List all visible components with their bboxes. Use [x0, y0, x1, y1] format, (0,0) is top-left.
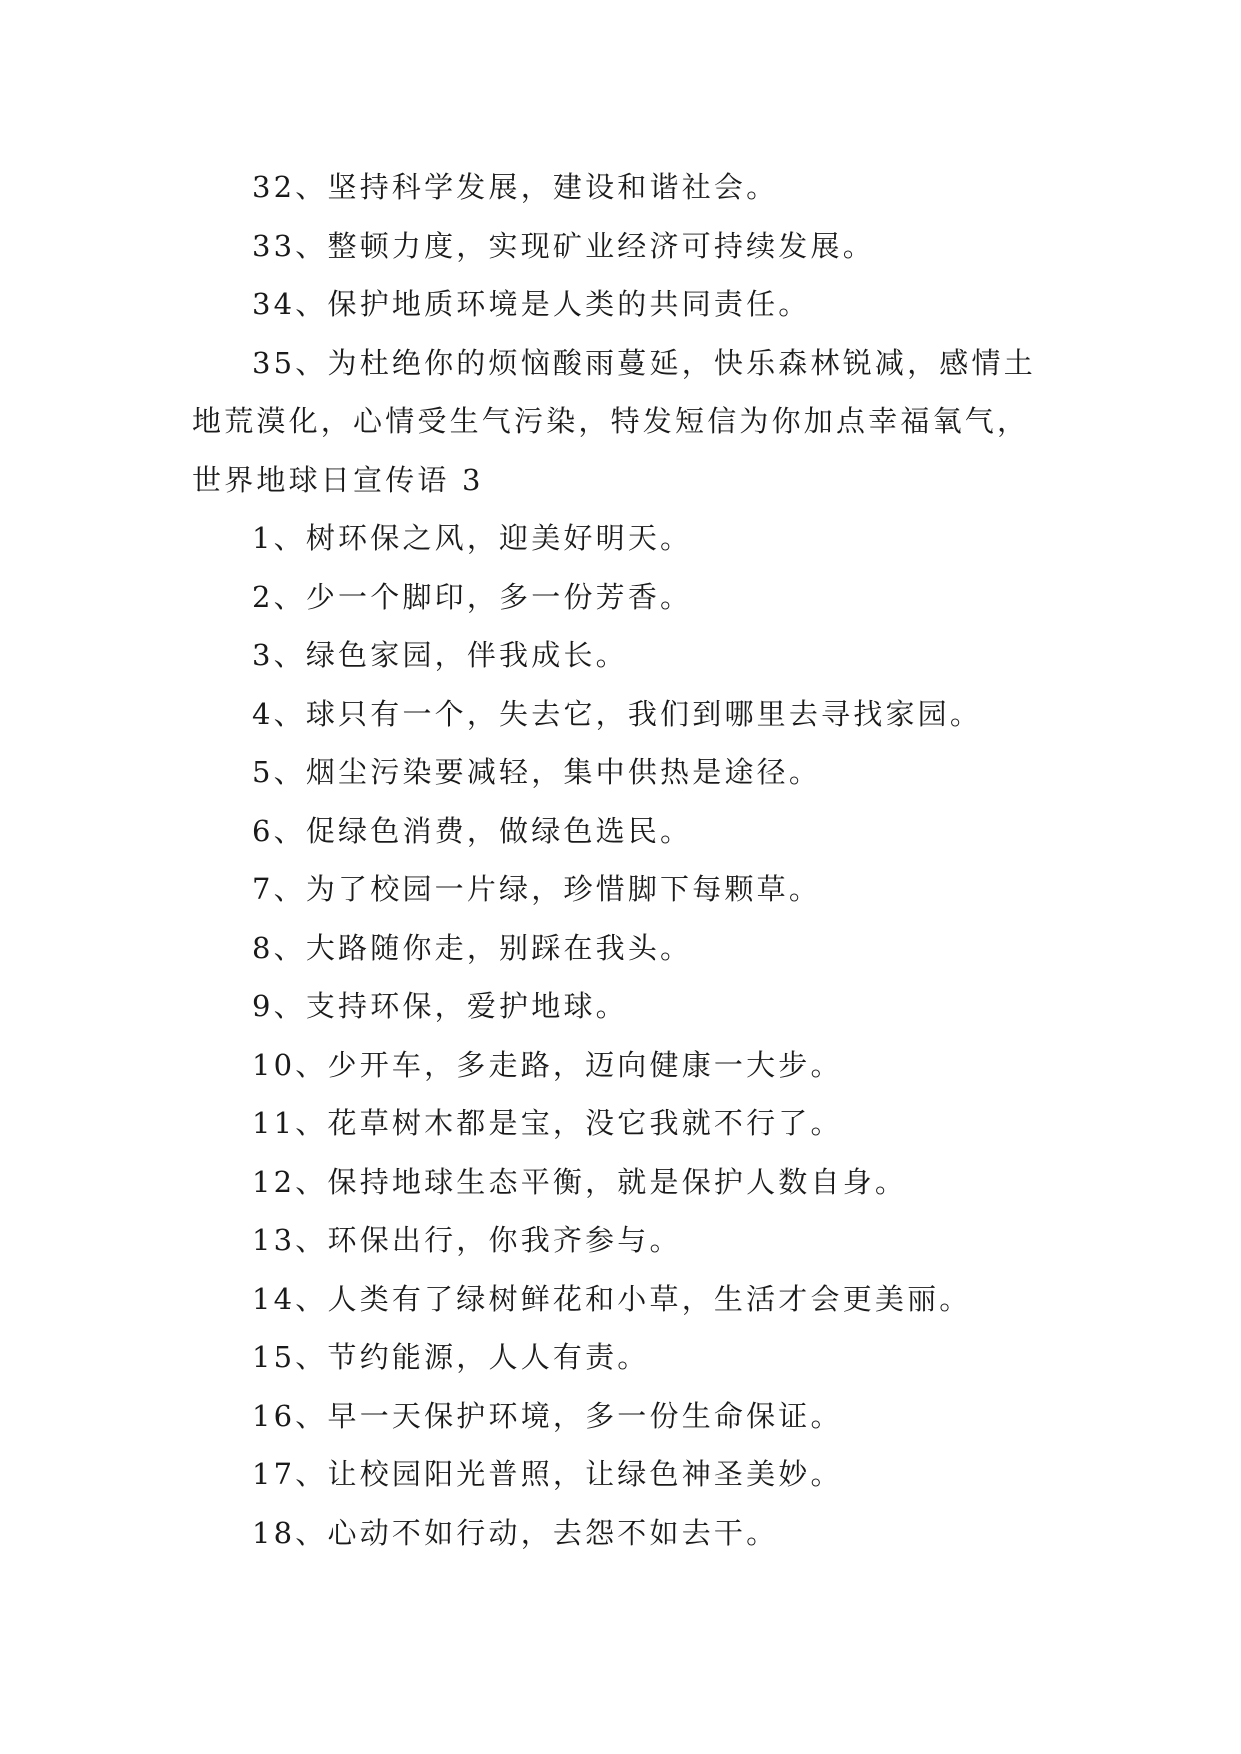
list-item: 15、节约能源，人人有责。	[252, 1340, 650, 1374]
list-item: 13、环保出行，你我齐参与。	[252, 1223, 682, 1257]
paragraph-35-line-2: 地荒漠化，心情受生气污染，特发短信为你加点幸福氧气，	[192, 404, 1030, 438]
paragraph-33: 33、整顿力度，实现矿业经济可持续发展。	[252, 228, 875, 263]
list-item: 2、少一个脚印，多一份芳香。	[252, 579, 693, 614]
list-item: 11、花草树木都是宝，没它我就不行了。	[252, 1106, 843, 1140]
list-item: 7、为了校园一片绿，珍惜脚下每颗草。	[252, 872, 822, 906]
paragraph-32: 32、坚持科学发展，建设和谐社会。	[252, 170, 779, 204]
paragraph-35-line-1: 35、为杜绝你的烦恼酸雨蔓延，快乐森林锐减，感情土	[252, 345, 1036, 380]
list-item: 3、绿色家园，伴我成长。	[252, 638, 628, 672]
list-item: 10、少开车，多走路，迈向健康一大步。	[252, 1047, 843, 1082]
list-item: 8、大路随你走，别踩在我头。	[252, 930, 693, 965]
list-item: 18、心动不如行动，去怨不如去干。	[252, 1515, 779, 1550]
list-item: 12、保持地球生态平衡，就是保护人数自身。	[252, 1164, 908, 1199]
section-heading: 世界地球日宣传语 3	[192, 462, 484, 497]
list-item: 4、球只有一个，失去它，我们到哪里去寻找家园。	[252, 696, 983, 731]
list-item: 5、烟尘污染要减轻，集中供热是途径。	[252, 755, 822, 789]
list-item: 9、支持环保，爱护地球。	[252, 989, 628, 1023]
paragraph-34: 34、保护地质环境是人类的共同责任。	[252, 287, 811, 321]
document-body	[192, 158, 1072, 1562]
list-item: 16、早一天保护环境，多一份生命保证。	[252, 1398, 843, 1433]
list-item: 6、促绿色消费，做绿色选民。	[252, 813, 693, 848]
list-item: 17、让校园阳光普照，让绿色神圣美妙。	[252, 1457, 843, 1491]
list-item: 1、树环保之风，迎美好明天。	[252, 521, 693, 555]
list-item: 14、人类有了绿树鲜花和小草，生活才会更美丽。	[252, 1281, 972, 1316]
